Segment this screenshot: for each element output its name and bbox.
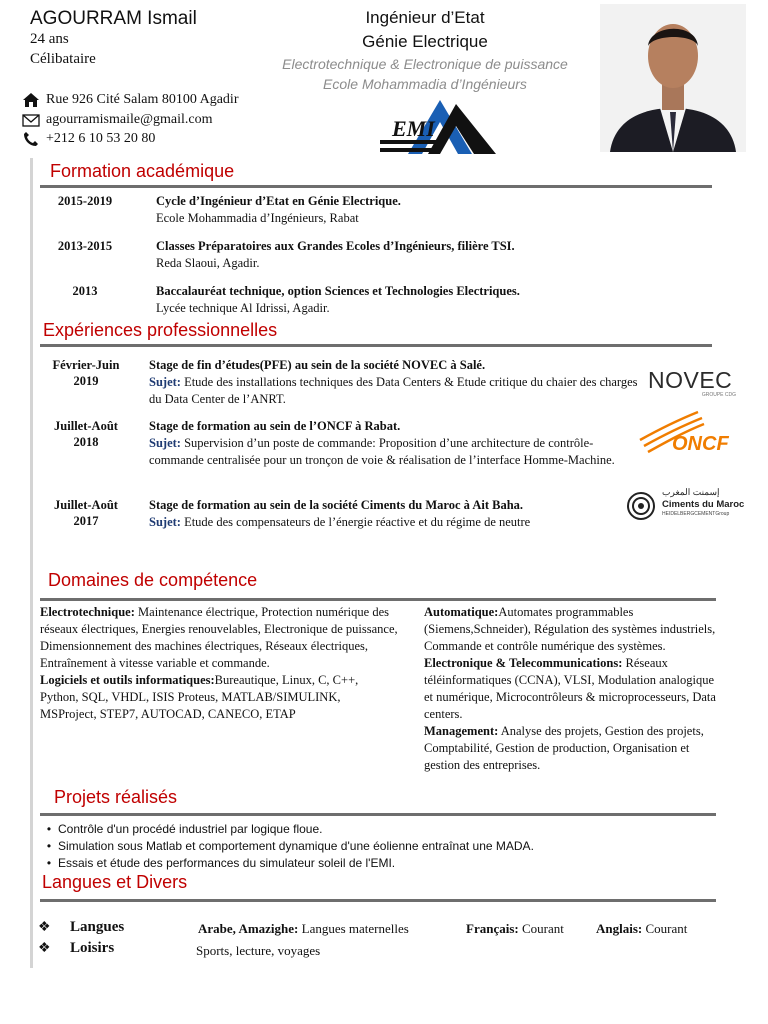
diamond-bullet-icon: ❖ <box>38 941 51 956</box>
skills-left-column <box>40 604 398 723</box>
langues-label: Langues <box>70 919 125 935</box>
cdm-logo-arabic: إسمنت المغرب <box>662 487 720 497</box>
degree-title: Ingénieur d’Etat <box>365 8 485 27</box>
oncf-logo-text: ONCF <box>672 433 729 455</box>
experience-subject <box>149 435 631 469</box>
degree-field: Génie Electrique <box>362 32 488 51</box>
loisirs-value: Sports, lecture, voyages <box>196 943 321 958</box>
candidate-age: 24 ans <box>30 31 69 47</box>
anglais-entry: Anglais: Courant <box>596 921 688 936</box>
section-title-projects: Projets réalisés <box>54 787 178 807</box>
section-title-languages: Langues et Divers <box>42 872 188 892</box>
phone-text: +212 6 10 53 20 80 <box>46 131 156 146</box>
diamond-bullet-icon: ❖ <box>38 920 51 935</box>
subject-text: Etude des installations techniques des Data Centers & Etude critique du chaier des charges du Data Center de l’ANRT. <box>149 375 638 406</box>
emi-logo <box>378 96 498 158</box>
experience-entry <box>149 357 645 408</box>
experience-subject <box>149 374 645 408</box>
experience-title: Stage de formation au sein de la société Ciments du Maroc à Ait Baha. <box>149 498 524 512</box>
section-rule <box>40 899 716 902</box>
experience-entry <box>149 497 625 531</box>
specialty: Electrotechnique & Electronique de puissance <box>282 56 568 72</box>
section-rule <box>40 598 716 601</box>
experience-date-year: 2019 <box>73 374 99 388</box>
marital-status: Célibataire <box>30 51 96 67</box>
experience-title: Stage de formation au sein de l’ONCF à Rabat. <box>149 419 401 433</box>
formation-title: Classes Préparatoires aux Grandes Ecoles d’Ingénieurs, filière TSI. <box>156 239 515 253</box>
oncf-logo <box>638 410 742 456</box>
section-rule <box>40 185 712 188</box>
experience-date <box>40 418 132 450</box>
subject-text: Etude des compensateurs de l’énergie réactive et du régime de neutre <box>184 515 531 529</box>
projects-list <box>40 821 534 872</box>
experience-entry <box>149 418 631 469</box>
email-line <box>22 112 212 128</box>
skill-electronique-telecom: Electronique & Telecommunications: Réseaux téléinformatiques (CCNA), VLSI, Modulation analogique et numérique, Microcontrôleurs & microprocesseurs, Data centers. <box>424 656 716 721</box>
arabe-entry: Arabe, Amazighe: Langues maternelles <box>198 921 409 936</box>
subject-text: Supervision d’un poste de commande: Proposition d’une architecture de contrôle-commande centralisée pour un tronçon de voie & réalisation de l’interface Homme-Machine. <box>149 436 615 467</box>
languages-row <box>38 919 728 936</box>
experience-date-period: Juillet-Août <box>54 498 118 512</box>
project-item: • Essais et étude des performances du simulateur soleil de l'EMI. <box>40 855 534 872</box>
section-title-skills: Domaines de compétence <box>48 570 258 590</box>
experience-subject <box>149 514 625 531</box>
left-border-line <box>30 158 33 968</box>
formation-date: 2013-2015 <box>57 239 113 253</box>
formation-title: Baccalauréat technique, option Sciences et Technologies Electriques. <box>156 284 520 298</box>
address-text: Rue 926 Cité Salam 80100 Agadir <box>46 92 239 107</box>
experience-date <box>40 497 132 529</box>
subject-label: Sujet: <box>149 375 181 389</box>
skill-automatique: Automatique:Automates programmables (Siemens,Schneider), Régulation des systèmes industriels, Commande et contrôle numérique des systèmes. <box>424 605 716 653</box>
formation-title: Cycle d’Ingénieur d’Etat en Génie Electrique. <box>156 194 401 208</box>
candidate-name: AGOURRAM Ismail <box>30 8 197 29</box>
ciments-du-maroc-logo <box>626 486 768 526</box>
novec-logo-text: NOVEC <box>648 367 733 393</box>
project-item: • Contrôle d'un procédé industriel par logique floue. <box>40 821 534 838</box>
loisirs-row <box>38 940 728 957</box>
experience-date <box>40 357 132 389</box>
emi-logo-text: EMI <box>392 116 435 141</box>
experience-date-period: Juillet-Août <box>54 419 118 433</box>
profile-photo <box>600 4 746 152</box>
loisirs-label: Loisirs <box>70 940 115 956</box>
subject-label: Sujet: <box>149 515 181 529</box>
phone-icon <box>22 131 40 147</box>
experience-date-year: 2017 <box>73 514 99 528</box>
project-item: • Simulation sous Matlab et comportement dynamique d'une éolienne entraînat une MADA. <box>40 838 534 855</box>
novec-logo <box>648 368 740 400</box>
skill-management: Management: Analyse des projets, Gestion des projets, Comptabilité, Gestion de production, Organisation et gestion des entreprises. <box>424 724 704 772</box>
subject-label: Sujet: <box>149 436 181 450</box>
experience-date-period: Février-Juin <box>52 358 120 372</box>
skill-logiciels: Logiciels et outils informatiques:Bureautique, Linux, C, C++, Python, SQL, VHDL, ISIS Proteus, MATLAB/SIMULINK, MSProject, STEP7, AUTOCAD, CANECO, ETAP <box>40 673 359 721</box>
formation-date: 2015-2019 <box>57 194 113 208</box>
skills-right-column <box>424 604 724 774</box>
francais-entry: Français: Courant <box>466 921 564 936</box>
formation-place: Reda Slaoui, Agadir. <box>156 256 260 270</box>
home-icon <box>22 92 40 108</box>
section-title-formation: Formation académique <box>50 161 235 181</box>
section-title-experience: Expériences professionnelles <box>43 320 278 340</box>
address-line <box>22 92 238 108</box>
school-name: Ecole Mohammadia d’Ingénieurs <box>323 76 527 92</box>
novec-logo-sub: GROUPE CDG <box>701 392 736 398</box>
email-text[interactable]: agourramismaile@gmail.com <box>46 112 213 127</box>
experience-title: Stage de fin d’études(PFE) au sein de la société NOVEC à Salé. <box>149 358 486 372</box>
cdm-logo-text: Ciments du Maroc <box>662 499 745 510</box>
skill-electrotechnique: Electrotechnique: Maintenance électrique, Protection numérique des réseaux électriques, Energies renouvelables, Electronique de puissance, Dimensionnement des machines électriques, Réseaux électriques, Entraînement à vitesse variable et commande. <box>40 605 398 670</box>
experience-date-year: 2018 <box>73 435 99 449</box>
formation-date: 2013 <box>72 284 98 298</box>
email-icon <box>22 112 40 128</box>
formation-place: Ecole Mohammadia d’Ingénieurs, Rabat <box>156 211 359 225</box>
section-rule <box>40 344 712 347</box>
section-rule <box>40 813 716 816</box>
cdm-logo-sub: HEIDELBERGCEMENTGroup <box>662 511 730 517</box>
phone-line <box>22 131 155 147</box>
formation-place: Lycée technique Al Idrissi, Agadir. <box>156 301 330 315</box>
